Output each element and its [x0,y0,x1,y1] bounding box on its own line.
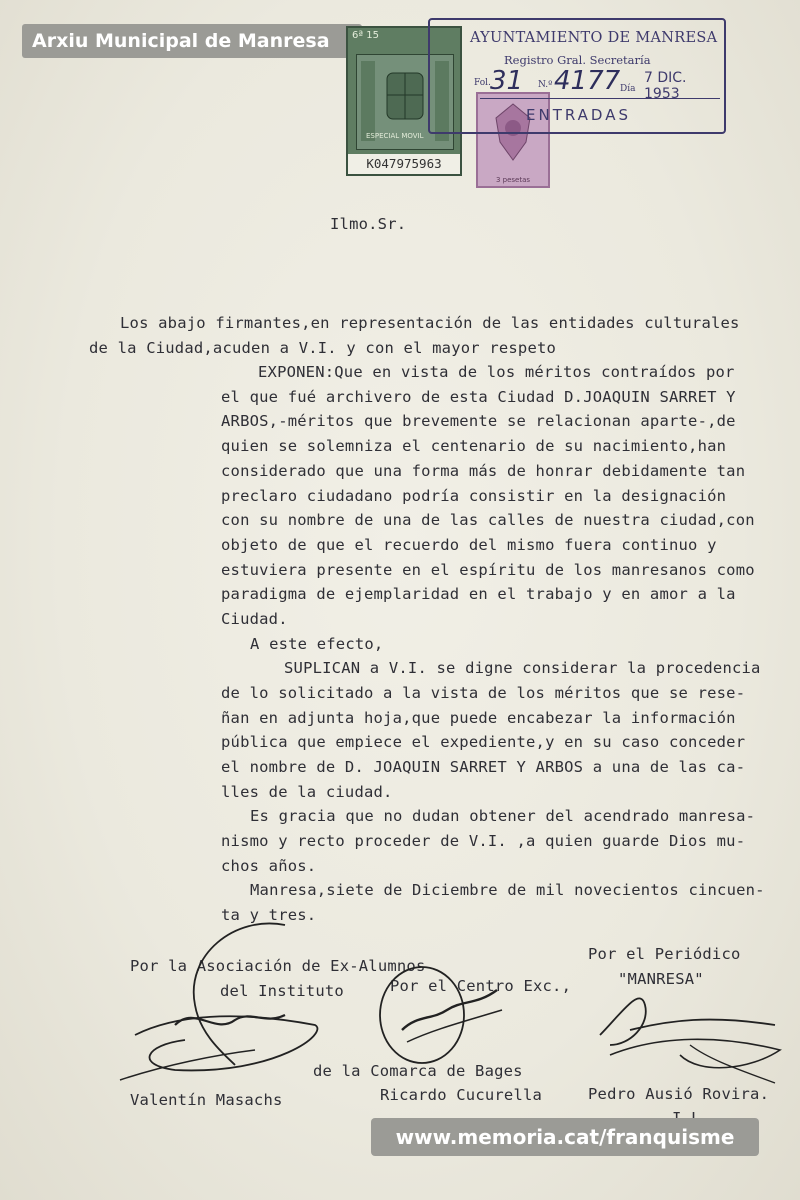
signatory-center-name: Ricardo Cucurella [380,1086,543,1104]
signatory-left-line1: Por la Asociación de Ex-Alumnos [130,957,426,975]
body-line: objeto de que el recuerdo del mismo fuera continuo y [221,536,717,554]
municipal-stamp-value: 3 pesetas [495,176,531,184]
website-banner: www.memoria.cat/franquisme [371,1118,759,1156]
registry-divider [480,98,720,99]
registry-title: AYUNTAMIENTO DE MANRESA [470,30,718,46]
body-line: Los abajo firmantes,en representación de las entidades culturales [120,314,740,332]
fiscal-stamp-top: 6ª 15 [352,30,379,41]
body-line: el nombre de D. JOAQUIN SARRET Y ARBOS a una de las ca- [221,758,746,776]
folio-label: Fol. [474,78,491,88]
body-line: ARBOS,-méritos que brevemente se relacionan aparte-,de [221,412,736,430]
signatory-center-line1: Por el Centro Exc., [390,977,572,995]
body-line: chos años. [221,857,317,875]
body-line: estuviera presente en el espíritu de los manresanos como [221,561,755,579]
signatory-center-line2: de la Comarca de Bages [313,1062,523,1080]
signatory-left-name: Valentín Masachs [130,1091,283,1109]
body-line: quien se solemniza el centenario de su nacimiento,han [221,437,727,455]
signatory-right-line2: "MANRESA" [618,970,704,988]
body-line: A este efecto, [250,635,384,653]
day-label: Día [620,84,636,94]
fiscal-stamp-label: ESPECIAL MOVIL [366,132,424,140]
entry-number-label: N.º [538,80,553,90]
registry-entradas: ENTRADAS [526,106,632,124]
body-line: ñan en adjunta hoja,que puede encabezar la información [221,709,736,727]
entry-number: 4177 [554,66,621,96]
body-line: Ciudad. [221,610,288,628]
body-line: con su nombre de una de las calles de nuestra ciudad,con [221,511,755,529]
registry-stamp [428,18,726,134]
signature-left [115,915,345,1085]
body-line: ta y tres. [221,906,317,924]
registry-date: 7 DIC. 1953 [644,70,687,102]
salutation: Ilmo.Sr. [330,215,407,233]
signatory-right-name: Pedro Ausió Rovira. [588,1085,770,1103]
body-line: de la Ciudad,acuden a V.I. y con el mayor respeto [89,339,557,357]
body-line: pública que empiece el expediente,y en su caso conceder [221,733,746,751]
signature-center [372,960,512,1070]
archive-banner: Arxiu Municipal de Manresa [22,24,362,58]
body-line: Manresa,siete de Diciembre de mil novecientos cincuen- [250,881,765,899]
body-line: lles de la ciudad. [221,783,393,801]
folio-number: 31 [490,66,524,96]
body-line: preclaro ciudadano podría consistir en la designación [221,487,727,505]
body-line: paradigma de ejemplaridad en el trabajo y en amor a la [221,585,736,603]
registry-subtitle: Registro Gral. Secretaría [504,53,651,67]
signatory-right-line1: Por el Periódico [588,945,741,963]
body-line: considerado que una forma más de honrar debidamente tan [221,462,746,480]
body-line: el que fué archivero de esta Ciudad D.JOAQUIN SARRET Y [221,388,736,406]
body-line: nismo y recto proceder de V.I. ,a quien guarde Dios mu- [221,832,746,850]
body-line: EXPONEN:Que en vista de los méritos contraídos por [258,363,735,381]
body-line: SUPLICAN a V.I. se digne considerar la procedencia [284,659,761,677]
fiscal-stamp-serial: K047975963 [348,154,460,174]
body-line: de lo solicitado a la vista de los méritos que se rese- [221,684,746,702]
body-line: Es gracia que no dudan obtener del acendrado manresa- [250,807,756,825]
signature-right [590,975,790,1085]
signatory-left-line2: del Instituto [220,982,344,1000]
